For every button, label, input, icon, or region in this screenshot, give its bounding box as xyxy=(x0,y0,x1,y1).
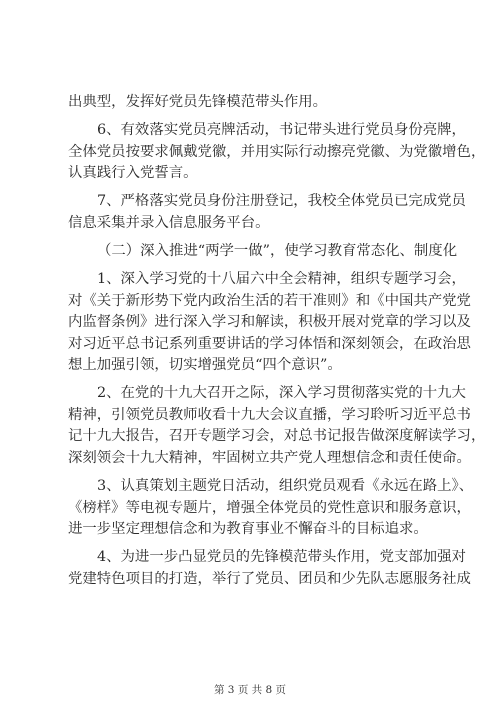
paragraph-line: 党建特色项目的打造，举行了党员、团员和少先队志愿服务社成 xyxy=(68,570,471,587)
paragraph-line: 想上加强引领，切实增强党员“四个意识”。 xyxy=(68,357,342,374)
paragraph-item-1 xyxy=(68,269,471,377)
paragraph-line: 内监督条例》进行深入学习和解读，积极开展对党章的学习以及 xyxy=(68,314,471,331)
paragraph-line: 7、严格落实党员身份注册登记，我校全体党员已完成党员 xyxy=(97,193,466,210)
paragraph-line: 深刻领会十九大精神，牢固树立共产党人理想信念和责任使命。 xyxy=(68,449,471,466)
paragraph-line: 精神，引领党员教师收看十九大会议直播，学习聆听习近平总书 xyxy=(68,406,471,423)
paragraph-item-3 xyxy=(68,476,474,541)
paragraph-line: 出典型，发挥好党员先锋模范带头作用。 xyxy=(68,94,328,110)
paragraph-line: 进一步坚定理想信念和为教育事业不懈奋斗的目标追求。 xyxy=(68,521,428,538)
paragraph-item-2 xyxy=(68,383,486,469)
paragraph-line: 2、在党的十九大召开之际，深入学习贯彻落实党的十九大 xyxy=(97,385,466,402)
paragraph-line: 1、深入学习党的十八届六中全会精神，组织专题学习会， xyxy=(97,271,466,288)
paragraph-item-4 xyxy=(68,547,471,590)
paragraph-item-7 xyxy=(68,191,466,234)
paragraph-line: 认真践行入党誓言。 xyxy=(68,165,198,182)
section-heading xyxy=(68,241,458,263)
paragraph-line: 4、为进一步凸显党员的先锋模范带头作用，党支部加强对 xyxy=(97,549,466,566)
paragraph-line: 全体党员按要求佩戴党徽，并用实际行动擦亮党徽、为党徽增色， xyxy=(68,143,486,160)
paragraph-line: 记十九大报告，召开专题学习会，对总书记报告做深度解读学习， xyxy=(68,428,486,445)
paragraph-line: 对习近平总书记系列重要讲话的学习体悟和深刻领会，在政治思 xyxy=(68,335,471,352)
paragraph-line: 3、认真策划主题党日活动，组织党员观看《永远在路上》、 xyxy=(97,478,474,495)
paragraph-line: 对《关于新形势下党内政治生活的若干准则》和《中国共产党党 xyxy=(68,292,471,309)
document-body xyxy=(68,92,486,590)
paragraph-item-6 xyxy=(68,120,486,185)
paragraph-line: 信息采集并录入信息服务平台。 xyxy=(68,214,270,231)
section-heading-text: （二）深入推进“两学一做”，使学习教育常态化、制度化 xyxy=(97,243,458,260)
paragraph-line: 《榜样》等电视专题片，增强全体党员的党性意识和服务意识， xyxy=(68,499,471,516)
paragraph-continuation xyxy=(68,92,432,114)
paragraph-line: 6、有效落实党员亮牌活动，书记带头进行党员身份亮牌， xyxy=(97,122,466,139)
page-number-footer: 第 3 页 共 8 页 xyxy=(213,684,287,696)
